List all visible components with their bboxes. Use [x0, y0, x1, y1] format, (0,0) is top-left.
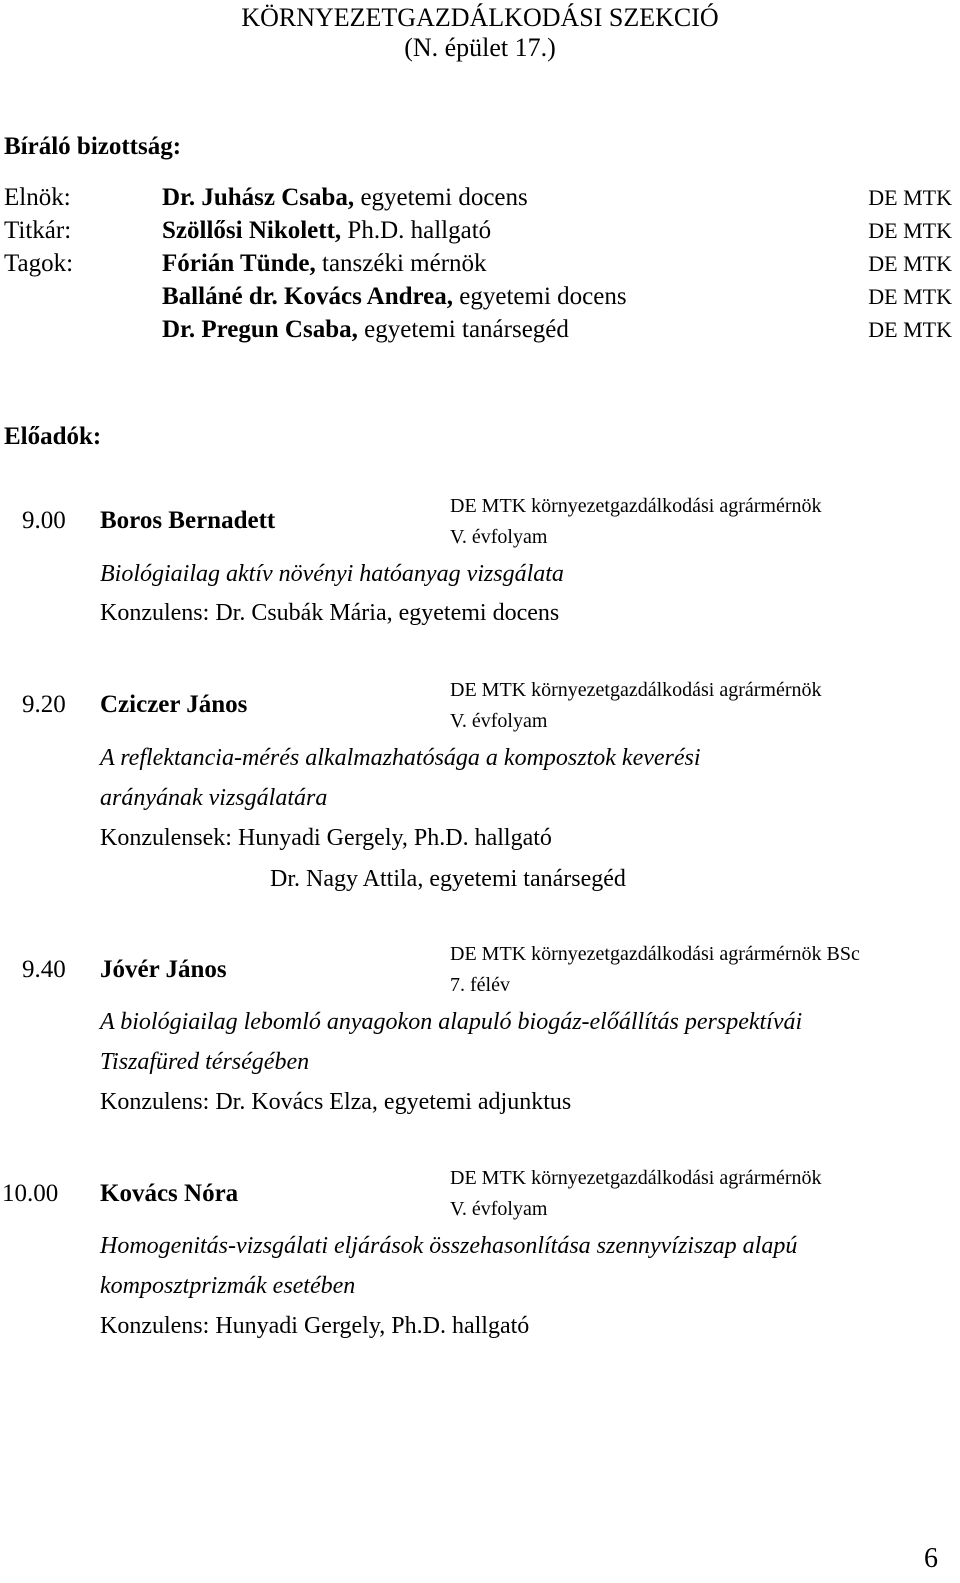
member-entry	[162, 215, 491, 247]
member-entry	[162, 314, 569, 346]
presenter-year: V. évfolyam	[450, 1198, 548, 1220]
member-title: tanszéki mérnök	[315, 250, 487, 277]
member-title: egyetemi tanársegéd	[357, 316, 569, 343]
member-institution: DE MTK	[868, 218, 952, 243]
presenter-name: Jóvér János	[100, 956, 227, 983]
member-title: Ph.D. hallgató	[341, 217, 492, 244]
presentation-title: Biológiailag aktív növényi hatóanyag vizsgálata	[100, 561, 564, 587]
member-title: egyetemi docens	[354, 184, 528, 211]
presentation-title: A reflektancia-mérés alkalmazhatósága a komposztok keverési	[100, 745, 701, 771]
presentation-title: A biológiailag lebomló anyagokon alapuló biogáz-előállítás perspektívái	[100, 1009, 803, 1035]
section-location: (N. épület 17.)	[404, 33, 556, 62]
presenter-advisor: Konzulens: Dr. Csubák Mária, egyetemi docens	[100, 600, 560, 626]
presenter-name: Kovács Nóra	[100, 1180, 239, 1207]
presenter-year: V. évfolyam	[450, 526, 548, 548]
section-title: KÖRNYEZETGAZDÁLKODÁSI SZEKCIÓ	[241, 3, 719, 32]
member-institution: DE MTK	[868, 251, 952, 276]
presenter-time: 10.00	[2, 1180, 59, 1207]
member-entry	[162, 248, 487, 280]
presenter-program: DE MTK környezetgazdálkodási agrármérnök	[450, 1167, 822, 1189]
committee-heading: Bíráló bizottság:	[4, 133, 182, 160]
presenter-name: Cziczer János	[100, 691, 248, 718]
presentation-title: komposztprizmák esetében	[100, 1273, 356, 1299]
presenter-program: DE MTK környezetgazdálkodási agrármérnök	[450, 495, 822, 517]
member-name: Dr. Juhász Csaba,	[162, 184, 355, 211]
presenter-year: 7. félév	[450, 974, 510, 996]
presenter-program: DE MTK környezetgazdálkodási agrármérnök BSc	[450, 943, 860, 965]
presenter-advisor: Dr. Nagy Attila, egyetemi tanársegéd	[270, 866, 626, 892]
member-institution: DE MTK	[868, 317, 952, 342]
presentation-title: arányának vizsgálatára	[100, 785, 328, 811]
member-entry	[162, 182, 528, 214]
presentation-title: Homogenitás-vizsgálati eljárások összehasonlítása szennyvíziszap alapú	[100, 1233, 798, 1259]
member-role: Titkár:	[4, 217, 72, 244]
member-institution: DE MTK	[868, 185, 952, 210]
member-title: egyetemi docens	[453, 283, 627, 310]
page-number: 6	[924, 1543, 938, 1574]
member-name: Balláné dr. Kovács Andrea,	[162, 283, 454, 310]
member-name: Szöllősi Nikolett,	[162, 217, 342, 244]
presenter-advisor: Konzulens: Hunyadi Gergely, Ph.D. hallgató	[100, 1313, 530, 1339]
member-entry	[162, 281, 627, 313]
presenter-advisor: Konzulensek: Hunyadi Gergely, Ph.D. hallgató	[100, 825, 552, 851]
presenter-time: 9.20	[22, 691, 66, 718]
presenters-heading: Előadók:	[4, 423, 102, 450]
presenter-time: 9.00	[22, 507, 66, 534]
presenter-advisor: Konzulens: Dr. Kovács Elza, egyetemi adjunktus	[100, 1089, 572, 1115]
member-institution: DE MTK	[868, 284, 952, 309]
presenter-year: V. évfolyam	[450, 710, 548, 732]
presenter-program: DE MTK környezetgazdálkodási agrármérnök	[450, 679, 822, 701]
member-name: Fórián Tünde,	[162, 250, 316, 277]
member-role: Tagok:	[4, 250, 74, 277]
presenter-name: Boros Bernadett	[100, 507, 276, 534]
presentation-title: Tiszafüred térségében	[100, 1049, 310, 1075]
presenter-time: 9.40	[22, 956, 66, 983]
member-role: Elnök:	[4, 184, 71, 211]
member-name: Dr. Pregun Csaba,	[162, 316, 358, 343]
